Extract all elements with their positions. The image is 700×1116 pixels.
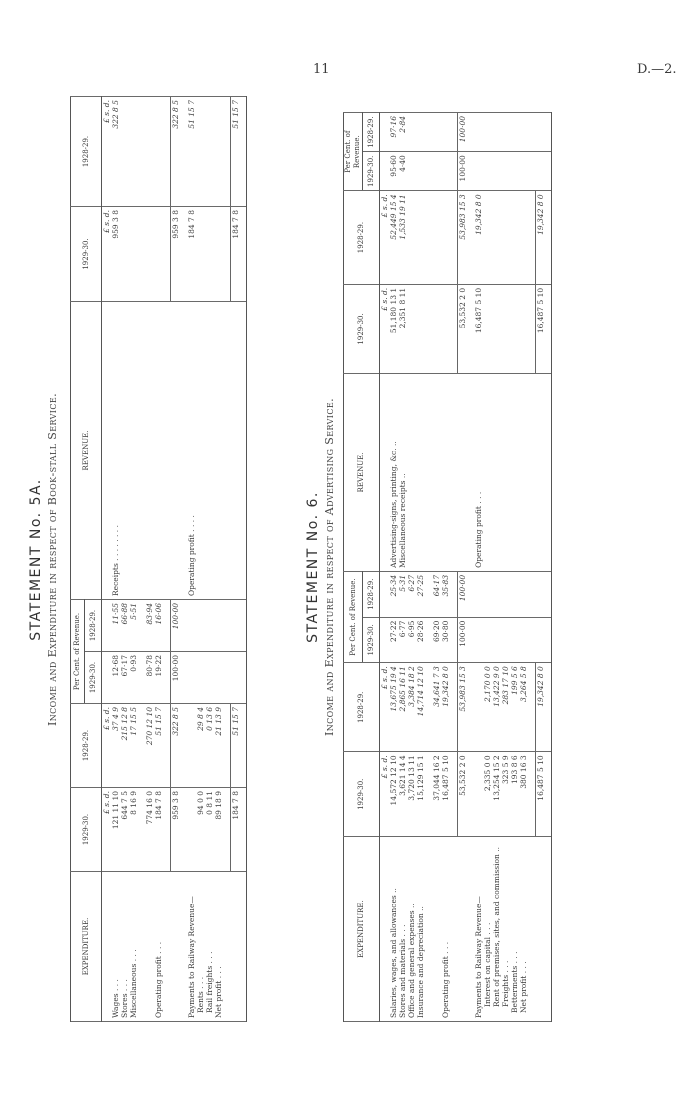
leader-dots: . . . xyxy=(501,960,510,973)
value-cell: 121 11 10 xyxy=(111,788,120,872)
row-label: Receipts xyxy=(111,563,120,596)
pct-cell: 5·51 xyxy=(129,600,138,652)
statement-6-subtitle: Income and Expenditure in respect of Advertising Service. xyxy=(323,397,336,737)
table-row xyxy=(483,113,492,1022)
pct-year-1928-header: 1928-29. xyxy=(363,571,380,617)
value-cell: 8 16 9 xyxy=(129,788,138,872)
total-row xyxy=(458,113,468,1022)
value-cell: 193 8 6 xyxy=(510,752,519,837)
table-row xyxy=(510,113,519,1022)
pct-cell: 100·00 xyxy=(458,571,468,617)
value-cell: 3,264 5 8 xyxy=(519,663,528,752)
row-label: Operating profit xyxy=(187,534,196,596)
total-cell: 19,342 8 0 xyxy=(536,191,546,285)
row-label: Net profit xyxy=(519,975,528,1013)
row-label: Interest on capital xyxy=(483,936,492,1007)
unit-label: £ s. d. xyxy=(102,97,112,207)
leader-dots: . . . xyxy=(510,951,519,964)
table-row xyxy=(519,113,528,1022)
row-label: Freights xyxy=(501,974,510,1007)
page-number: 11 xyxy=(313,62,330,77)
value-cell: 17 15 5 xyxy=(129,704,138,788)
value-cell: 184 7 8 xyxy=(154,788,163,872)
expenditure-header: EXPENDITURE. xyxy=(344,837,380,1022)
value-cell: 2,865 16 11 xyxy=(398,663,407,752)
unit-label: £ s. d. xyxy=(102,788,112,872)
value-cell: 323 5 9 xyxy=(501,752,510,837)
row-label: Operating profit xyxy=(154,956,163,1018)
leader-dots: .. xyxy=(416,906,425,911)
row-label: Net profit xyxy=(214,980,223,1018)
row-label: Wages xyxy=(111,993,120,1018)
total-cell: 19,342 8 0 xyxy=(536,663,546,752)
row-label: Betterments xyxy=(510,965,519,1013)
rev-year-1928-header: 1928-29. xyxy=(344,191,380,285)
value-cell: 3,384 18 2 xyxy=(407,663,416,752)
value-cell: 51 15 7 xyxy=(187,97,196,207)
row-label: Operating profit xyxy=(441,956,450,1018)
leader-dots: . . . xyxy=(120,979,129,992)
payments-header: Payments to Railway Revenue— xyxy=(187,872,196,1022)
leader-dots: . . . xyxy=(129,949,138,962)
pct-year-1928-header: 1928-29. xyxy=(85,600,102,652)
value-cell: 16,487 5 10 xyxy=(441,752,450,837)
pct-cell: 80·78 xyxy=(145,652,154,704)
pct-cell: 19·22 xyxy=(154,652,163,704)
value-cell: 14,572 12 10 xyxy=(389,752,398,837)
leader-dots: .. xyxy=(389,441,398,446)
statement-6-table xyxy=(343,112,552,1022)
page-header xyxy=(0,0,700,90)
value-cell: 13,675 19 4 xyxy=(389,663,398,752)
total-cell: 959 3 8 xyxy=(171,788,181,872)
value-cell: 19,342 8 0 xyxy=(474,191,483,285)
payments-total-row xyxy=(536,113,546,1022)
value-cell: 51,180 13 1 xyxy=(389,284,398,373)
value-cell: 14,714 12 10 xyxy=(416,663,425,752)
value-cell: 1,533 19 11 xyxy=(398,191,407,285)
leader-dots: . . . xyxy=(214,966,223,979)
leader-dots: . . . xyxy=(111,979,120,991)
unit-label: £ s. d. xyxy=(380,284,390,373)
rev-year-1929-header: 1929-30. xyxy=(71,207,102,302)
row-label: Rent of premises, sites, and commission xyxy=(492,854,501,1007)
value-cell: 199 5 6 xyxy=(510,663,519,752)
exp-year-1929-header: 1929-30. xyxy=(71,788,102,872)
value-cell: 13,254 15 2 xyxy=(492,752,501,837)
pct-cell: 2·84 xyxy=(398,113,407,152)
subtotal-cell: 37,044 16 2 xyxy=(432,752,441,837)
pct-cell: 100·00 xyxy=(171,600,181,652)
table-row xyxy=(407,113,416,1022)
rev-pct-revenue-header: Per Cent. of Revenue. xyxy=(344,113,363,191)
leader-dots: . . . xyxy=(398,924,407,937)
rev-year-1928-header: 1928-29. xyxy=(71,97,102,207)
pct-cell: 16·06 xyxy=(154,600,163,652)
pct-cell: 100·00 xyxy=(458,152,468,191)
rev-pct-year-1929-header: 1929-30. xyxy=(363,152,380,191)
value-cell: 2,335 0 0 xyxy=(483,752,492,837)
pct-cell: 11·55 xyxy=(111,600,120,652)
value-cell: 21 13 9 xyxy=(214,704,223,788)
pct-cell: 66·88 xyxy=(120,600,129,652)
total-cell: 184 7 8 xyxy=(231,207,241,302)
row-label: Operating profit xyxy=(474,506,483,568)
value-cell: 3,720 13 11 xyxy=(407,752,416,837)
value-cell: 2,351 8 11 xyxy=(398,284,407,373)
unit-label: £ s. d. xyxy=(380,191,390,285)
leader-dots: .. xyxy=(389,888,398,893)
payments-header: Payments to Railway Revenue— xyxy=(474,837,483,1022)
value-cell: 0 13 6 xyxy=(205,704,214,788)
value-cell: 37 4 9 xyxy=(111,704,120,788)
table-row xyxy=(501,113,510,1022)
leader-dots: . . . xyxy=(474,491,483,504)
total-cell: 16,487 5 10 xyxy=(536,284,546,373)
pct-cell: 35·83 xyxy=(441,571,450,617)
total-cell: 51 15 7 xyxy=(231,97,241,207)
value-cell: 52,449 15 4 xyxy=(389,191,398,285)
operating-profit-row xyxy=(441,113,450,1022)
row-label: Salaries, wages, and allowances xyxy=(389,895,398,1018)
pct-cell: 27·25 xyxy=(416,571,425,617)
revenue-header: REVENUE. xyxy=(71,302,102,600)
total-cell: 51 15 7 xyxy=(231,704,241,788)
expenditure-header: EXPENDITURE. xyxy=(71,872,102,1022)
subtotal-cell: 34,641 7 3 xyxy=(432,663,441,752)
value-cell: 15,129 15 1 xyxy=(416,752,425,837)
value-cell: 959 3 8 xyxy=(111,207,120,302)
pct-cell: 4·40 xyxy=(398,152,407,191)
leader-dots: . . . xyxy=(196,976,205,989)
pct-cell: 12·68 xyxy=(111,652,120,704)
total-cell: 959 3 8 xyxy=(171,207,181,302)
row-label: Miscellaneous xyxy=(129,963,138,1018)
value-cell: 380 16 3 xyxy=(519,752,528,837)
pct-cell: 27·22 xyxy=(389,617,398,663)
table-row xyxy=(389,113,398,1022)
value-cell: 3,621 14 4 xyxy=(398,752,407,837)
leader-dots: . . . xyxy=(205,951,214,964)
value-cell: 283 17 10 xyxy=(501,663,510,752)
table-row xyxy=(492,113,501,1022)
leader-dots: . . . xyxy=(519,961,528,974)
pct-cell: 0·93 xyxy=(129,652,138,704)
pct-year-1929-header: 1929-30. xyxy=(85,652,102,704)
pct-cell: 69·20 xyxy=(432,617,441,663)
value-cell: 29 8 4 xyxy=(196,704,205,788)
pct-cell: 28·26 xyxy=(416,617,425,663)
leader-dots: .. xyxy=(407,903,416,908)
exp-year-1928-header: 1928-29. xyxy=(344,663,380,752)
leader-dots: .. xyxy=(492,847,501,852)
pct-cell: 6·27 xyxy=(407,571,416,617)
leader-dots: . . . xyxy=(154,941,163,954)
pct-cell: 67·17 xyxy=(120,652,129,704)
pct-cell: 100·00 xyxy=(458,113,468,152)
table-row xyxy=(398,113,407,1022)
pct-cell: 97·16 xyxy=(389,113,398,152)
total-cell: 53,983 15 3 xyxy=(458,191,468,285)
total-cell: 322 8 5 xyxy=(171,97,181,207)
subtotal-cell: 270 12 10 xyxy=(145,704,154,788)
unit-label: £ s. d. xyxy=(380,663,390,752)
leader-dots: . . . . xyxy=(187,515,196,532)
total-cell: 53,983 15 3 xyxy=(458,663,468,752)
payments-header-row xyxy=(474,113,483,1022)
value-cell: 322 8 5 xyxy=(111,97,120,207)
pct-cell: 30·80 xyxy=(441,617,450,663)
value-cell: 51 15 7 xyxy=(154,704,163,788)
value-cell: 13,422 9 0 xyxy=(492,663,501,752)
value-cell: 0 8 11 xyxy=(205,788,214,872)
leader-dots: .. xyxy=(398,473,407,479)
revenue-header: REVENUE. xyxy=(344,374,380,572)
statement-6 xyxy=(15,112,545,1022)
exp-year-1928-header: 1928-29. xyxy=(71,704,102,788)
row-label: Office and general expenses xyxy=(407,910,416,1018)
pct-cell: 5·31 xyxy=(398,571,407,617)
unit-label: £ s. d. xyxy=(380,752,390,837)
pct-cell: 64·17 xyxy=(432,571,441,617)
statement-5a-title: STATEMENT No. 5A. xyxy=(28,478,44,641)
pct-cell: 100·00 xyxy=(171,652,181,704)
total-cell: 53,532 2 0 xyxy=(458,284,468,373)
value-cell: 2,170 0 0 xyxy=(483,663,492,752)
rev-year-1929-header: 1929-30. xyxy=(344,284,380,373)
total-cell: 16,487 5 10 xyxy=(536,752,546,837)
row-label: Rail freights xyxy=(205,965,214,1013)
row-label: Miscellaneous receipts xyxy=(398,480,407,568)
pct-cell: 6·95 xyxy=(407,617,416,663)
leader-dots: . . . xyxy=(483,922,492,935)
row-label: Rents xyxy=(196,991,205,1013)
pct-year-1929-header: 1929-30. xyxy=(363,617,380,663)
pct-cell: 83·94 xyxy=(145,600,154,652)
statement-6-title: STATEMENT No. 6. xyxy=(305,491,321,643)
rev-pct-year-1928-header: 1928-29. xyxy=(363,113,380,152)
statement-5a-subtitle: Income and Expenditure in respect of Book-stall Service. xyxy=(46,392,59,727)
value-cell: 184 7 8 xyxy=(187,207,196,302)
subtotal-row xyxy=(432,113,441,1022)
unit-label: £ s. d. xyxy=(102,704,112,788)
unit-label: £ s. d. xyxy=(102,207,112,302)
total-cell: 53,532 2 0 xyxy=(458,752,468,837)
total-cell: 184 7 8 xyxy=(231,788,241,872)
row-label: Stores and materials xyxy=(398,938,407,1018)
subtotal-cell: 774 16 0 xyxy=(145,788,154,872)
pct-cell: 100·00 xyxy=(458,617,468,663)
total-cell: 322 8 5 xyxy=(171,704,181,788)
value-cell: 16,487 5 10 xyxy=(474,284,483,373)
page-reference: D.—2. xyxy=(637,62,677,77)
units-row xyxy=(380,113,390,1022)
pct-cell: 95·60 xyxy=(389,152,398,191)
value-cell: 644 7 5 xyxy=(120,788,129,872)
table-row xyxy=(416,113,425,1022)
value-cell: 89 18 9 xyxy=(214,788,223,872)
leader-dots: . . . xyxy=(441,941,450,954)
row-label: Stores xyxy=(120,993,129,1018)
row-label: Insurance and depreciation xyxy=(416,913,425,1018)
value-cell: 19,342 8 0 xyxy=(441,663,450,752)
value-cell: 94 0 0 xyxy=(196,788,205,872)
row-label: Advertising-signs, printing, &c. xyxy=(389,448,398,568)
pct-cell: 25·34 xyxy=(389,571,398,617)
pct-cell: 6·77 xyxy=(398,617,407,663)
exp-year-1929-header: 1929-30. xyxy=(344,752,380,837)
leader-dots: . . . . . . . . xyxy=(111,525,120,561)
pct-revenue-header: Per Cent. of Revenue. xyxy=(71,600,85,704)
value-cell: 215 12 8 xyxy=(120,704,129,788)
pct-revenue-header: Per Cent. of Revenue. xyxy=(344,571,363,662)
